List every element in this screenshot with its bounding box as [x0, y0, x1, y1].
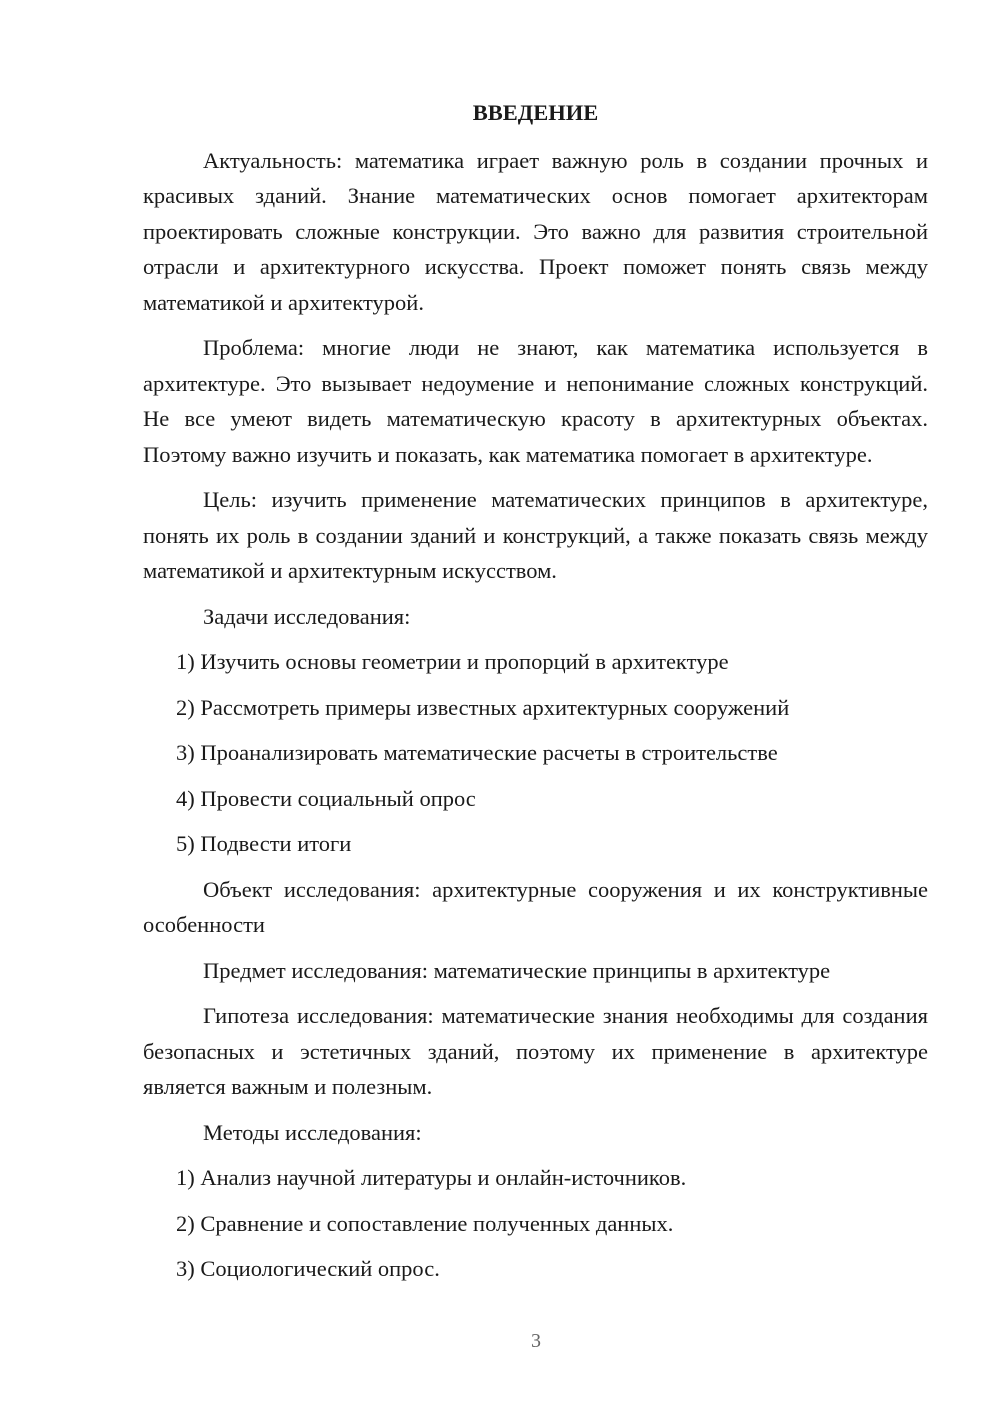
- page-title: ВВЕДЕНИЕ: [472, 100, 599, 125]
- list-item: 3) Социологический опрос.: [176, 1256, 440, 1281]
- goal-paragraph: Цель: изучить применение математических принципов в архитектуре, понять их роль в создании зданий и конструкций, а также показать связь между математикой и архитектурным искусством.: [143, 487, 928, 583]
- list-item: 2) Рассмотреть примеры известных архитектурных сооружений: [176, 694, 790, 720]
- hypothesis-paragraph: Гипотеза исследования: математические знания необходимы для создания безопасных и эстетичных зданий, поэтому их применение в архитектуре является важным и полезным.: [143, 1003, 928, 1099]
- page-number: 3: [531, 1330, 541, 1352]
- object-paragraph: Объект исследования: архитектурные сооружения и их конструктивные особенности: [143, 876, 928, 937]
- document-page: [143, 95, 928, 1287]
- tasks-list: [143, 644, 928, 862]
- methods-list: [143, 1160, 928, 1287]
- list-item: 1) Анализ научной литературы и онлайн-источников.: [176, 1165, 687, 1190]
- methods-heading: Методы исследования:: [203, 1119, 422, 1145]
- list-item: 3) Проанализировать математические расчеты в строительстве: [176, 740, 778, 765]
- relevance-paragraph: Актуальность: математика играет важную роль в создании прочных и красивых зданий. Знание математических основ помогает архитекторам проектировать сложные конструкции. Это важно для развития строительной отрасли и архитектурного искусства. Проект поможет понять связь между математикой и архитектурой.: [143, 147, 928, 315]
- list-item: 5) Подвести итоги: [176, 831, 352, 856]
- list-item: 2) Сравнение и сопоставление полученных данных.: [176, 1210, 674, 1236]
- problem-paragraph: Проблема: многие люди не знают, как математика используется в архитектуре. Это вызывает недоумение и непонимание сложных конструкций. Не все умеют видеть математическую красоту в архитектурных объектах. Поэтому важно изучить и показать, как математика помогает в архитектуре.: [143, 335, 928, 467]
- list-item: 1) Изучить основы геометрии и пропорций в архитектуре: [176, 649, 729, 674]
- list-item: 4) Провести социальный опрос: [176, 785, 476, 811]
- tasks-heading: Задачи исследования:: [203, 603, 411, 629]
- subject-paragraph: Предмет исследования: математические принципы в архитектуре: [203, 957, 831, 983]
